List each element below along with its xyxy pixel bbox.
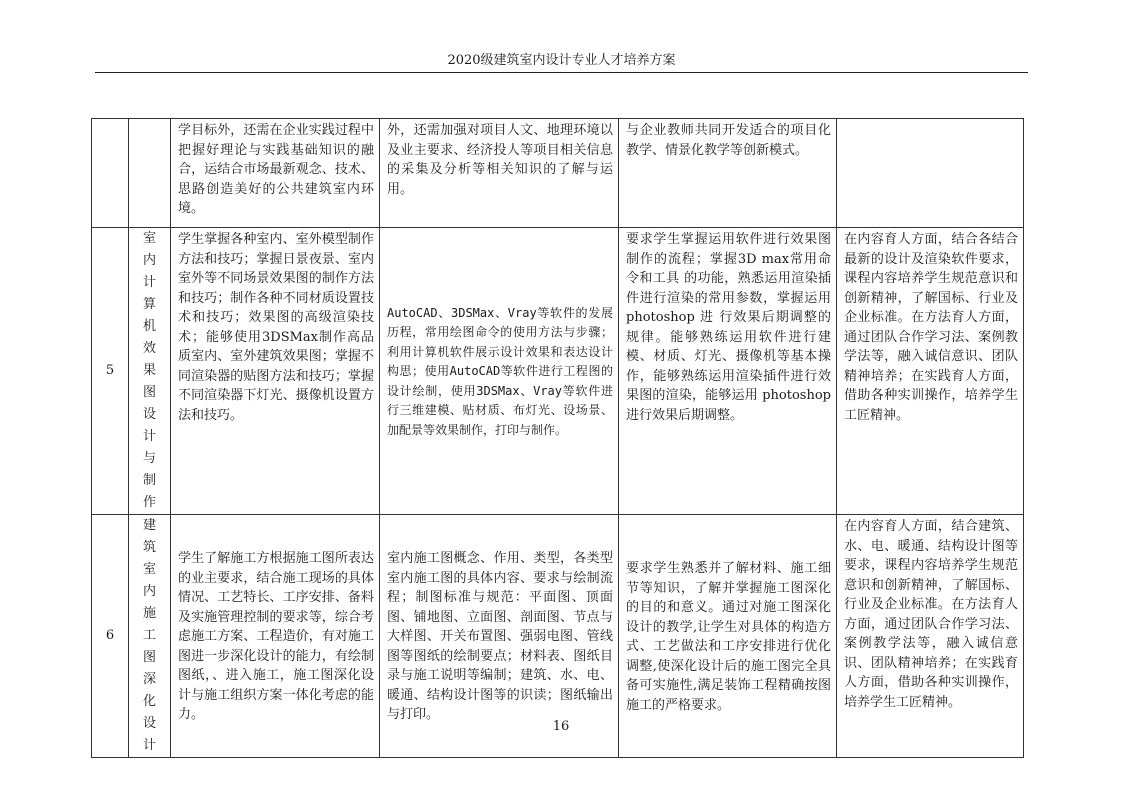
objectives-cell: 学生了解施工方根据施工图所表达的业主要求，结合施工现场的具体情况、工艺特长、工序安排、备料及实施管理控制的要求等，综合考虑施工方案、工程造价，有对施工图进一步深化设计的能力，有绘制图纸，、进入施工，施工图深化设计与施工组织方案一体化考虑的能力。 — [171, 515, 380, 758]
document-header: 2020级建筑室内设计专业人才培养方案 — [447, 53, 676, 68]
header-divider — [95, 72, 1028, 73]
table-row — [92, 119, 1024, 228]
course-name-cell: 室内计算机效果图设计与制作 — [129, 228, 171, 515]
table-row — [92, 228, 1024, 515]
content-cell: 室内施工图概念、作用、类型，各类型室内施工图的具体内容、要求与绘制流程；制图标准与规范：平面图、顶面图、铺地图、立面图、剖面图、节点与大样图、开关布置图、强弱电图、管线图等图纸的绘制要点；材料表、图纸目录与施工说明等编制；建筑、水、电、暖通、结构设计图等的识读；图纸输出与打印。 — [380, 515, 619, 758]
content-cell: 外，还需加强对项目人文、地理环境以及业主要求、经济投人等项目相关信息的采集及分析等相关知识的了解与运用。 — [380, 119, 619, 228]
ideology-cell — [837, 119, 1024, 228]
course-name-cell: 建筑室内施工图深化设计 — [129, 515, 171, 758]
course-name-cell — [129, 119, 171, 228]
row-number-cell — [92, 119, 129, 228]
ideology-cell: 在内容育人方面，结合建筑、水、电、暖通、结构设计图等要求，课程内容培养学生规范意识和创新精神，了解国标、行业及企业标准。在方法育人方面，通过团队合作学习法、案例教学法等，融入诚信意识、团队精神培养；在实践育人方面，借助各种实训操作，培养学生工匠精神。 — [837, 515, 1024, 758]
row-number-cell: 6 — [92, 515, 129, 758]
row-number-cell: 5 — [92, 228, 129, 515]
requirements-cell: 要求学生熟悉并了解材料、施工细节等知识，了解并掌握施工图深化的目的和意义。通过对施工图深化设计的教学,让学生对具体的构造方式、工艺做法和工序安排进行优化调整,使深化设计后的施工图完全具备可实施性,满足装饰工程精确按图施工的严格要求。 — [619, 515, 837, 758]
page-number: 16 — [552, 719, 570, 734]
requirements-cell: 要求学生掌握运用软件进行效果图制作的流程；掌握3D max常用命令和工具 的功能，熟悉运用渲染插件进行渲染的常用参数，掌握运用 photoshop 进 行效果后期调整的规律。能够熟练运用软件进行建模、材质、灯光、摄像机等基本操作，能够熟练运用渲染插件进行效果图的渲染，能够运用 photoshop进行效果后期调整。 — [619, 228, 837, 515]
course-table — [91, 118, 1024, 758]
objectives-cell: 学生掌握各种室内、室外模型制作方法和技巧；掌握日景夜景、室内室外等不同场景效果图的制作方法和技巧；制作各种不同材质设置技术和技巧；效果图的高级渲染技术；能够使用3DSMax制作高品质室内、室外建筑效果图；掌握不同渲染器的贴图方法和技巧；掌握不同渲染器下灯光、摄像机设置方法和技巧。 — [171, 228, 380, 515]
ideology-cell: 在内容育人方面，结合各结合最新的设计及渲染软件要求，课程内容培养学生规范意识和创新精神，了解国标、行业及企业标准。在方法育人方面，通过团队合作学习法、案例教学法等，融入诚信意识、团队精神培养；在实践育人方面，借助各种实训操作，培养学生工匠精神。 — [837, 228, 1024, 515]
objectives-cell: 学目标外，还需在企业实践过程中把握好理论与实践基础知识的融合，运结合市场最新观念、技术、思路创造美好的公共建筑室内环境。 — [171, 119, 380, 228]
content-cell: AutoCAD、3DSMax、Vray等软件的发展历程，常用绘图命令的使用方法与步骤；利用计算机软件展示设计效果和表达设计构思；使用AutoCAD等软件进行工程图的设计绘制，使用3DSMax、Vray等软件进行三维建模、贴材质、布灯光、设场景、加配景等效果制作，打印与制作。 — [380, 228, 619, 515]
requirements-cell: 与企业教师共同开发适合的项目化教学、情景化教学等创新模式。 — [619, 119, 837, 228]
